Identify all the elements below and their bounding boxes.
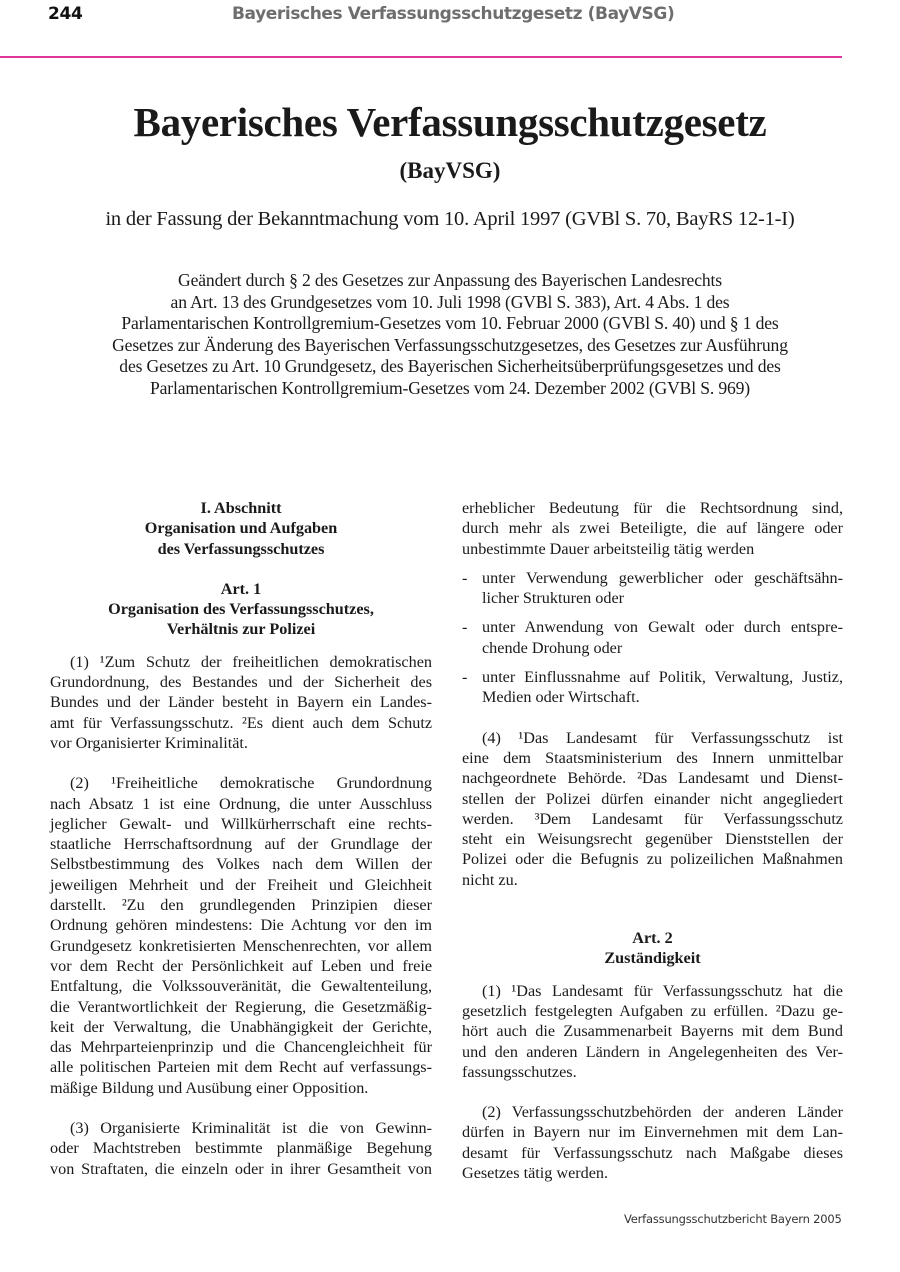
text-line: die Verantwortlichkeit der Regierung, die Gesetzmäßig-	[50, 997, 432, 1016]
text-line: dürfen in Bayern nur im Einvernehmen mit dem Lan-	[462, 1123, 843, 1142]
text-line: (3) Organisierte Kriminalität ist die von Gewinn-	[70, 1119, 432, 1138]
text-line: nachgeordnete Behörde. ²Das Landesamt und Dienst-	[462, 769, 843, 788]
art1-paragraph-4	[462, 728, 843, 890]
dash-bullet-icon: -	[462, 618, 468, 637]
dash-bullet-icon: -	[462, 568, 468, 587]
text-line: gesetzlich festgelegten Aufgaben zu erfüllen. ²Dazu ge-	[462, 1001, 843, 1020]
article-heading-line: Art. 1	[220, 579, 262, 598]
list-item	[462, 667, 843, 708]
text-line: alle politischen Parteien mit dem Recht auf verfassungs-	[50, 1058, 432, 1077]
text-line: werden. ³Dem Landesamt für Verfassungsschutz	[462, 809, 843, 828]
text-line: Bundes und der Länder besteht in Bayern ein Landes-	[50, 693, 432, 712]
text-line: Entfaltung, die Volkssouveränität, die Gewaltenteilung,	[50, 977, 432, 996]
text-line: (2) ¹Freiheitliche demokratische Grundordnung	[70, 774, 432, 793]
article-1-heading	[50, 579, 432, 640]
amendments-note	[40, 270, 860, 400]
text-line: staatliche Herrschaftsordnung auf der Grundlage der	[50, 835, 432, 854]
art2-paragraph-2	[462, 1102, 843, 1183]
text-line: Selbstbestimmung des Volkes nach dem Willen der	[50, 855, 432, 874]
document-abbreviation: (BayVSG)	[399, 158, 501, 183]
text-line: erheblicher Bedeutung für die Rechtsordnung sind,	[462, 499, 843, 517]
list-item	[462, 617, 843, 658]
list-item	[462, 568, 843, 609]
section-heading-line: Organisation und Aufgaben	[144, 519, 338, 538]
running-head	[0, 0, 900, 58]
art1-paragraph-2	[50, 773, 432, 1098]
text-line: Ordnung gehören mindestens: Die Achtung vor den im	[50, 916, 432, 935]
article-heading-line: Verhältnis zur Polizei	[166, 620, 316, 639]
text-line: jeglicher Gewalt- und Willkürherrschaft eine rechts-	[50, 814, 432, 833]
text-line: keit der Verwaltung, die Unabhängigkeit der Gerichte,	[50, 1017, 432, 1036]
text-line: (2) Verfassungsschutzbehörden der anderen Länder	[482, 1103, 843, 1122]
text-line: (1) ¹Das Landesamt für Verfassungsschutz hat die	[482, 981, 843, 1000]
text-line: jeweiligen Mehrheit und der Freiheit und Gleichheit	[50, 875, 432, 894]
text-line: unter Anwendung von Gewalt oder durch entspre-	[482, 618, 843, 637]
article-heading-line: Art. 2	[632, 929, 673, 948]
text-line: mäßige Bildung und Ausübung einer Opposition.	[50, 1078, 369, 1097]
document-title: Bayerisches Verfassungsschutzgesetz	[133, 99, 767, 145]
text-line: steht ein Weisungsrecht gegenüber Dienststellen der	[462, 830, 843, 849]
text-line: und den anderen Ländern in Angelegenheiten des Ver-	[462, 1042, 843, 1061]
amendments-line: Parlamentarischen Kontrollgremium-Gesetzes vom 24. Dezember 2002 (GVBl S. 969)	[149, 377, 751, 398]
text-line: unter Verwendung gewerblicher oder geschäftsähn-	[482, 568, 843, 587]
text-line: Medien oder Wirtschaft.	[482, 688, 640, 707]
document-fassung: in der Fassung der Bekanntmachung vom 10. April 1997 (GVBl S. 70, BayRS 12-1-I)	[105, 208, 795, 230]
article-2-heading	[462, 928, 843, 969]
dash-bullet-icon: -	[462, 668, 468, 687]
amendments-line: Parlamentarischen Kontrollgremium-Gesetzes vom 10. Februar 2000 (GVBl S. 40) und § 1 des	[121, 313, 779, 334]
right-column	[462, 498, 843, 1183]
text-line: Grundgesetz konkretisierten Menschenrechten, vor allem	[50, 936, 432, 955]
text-line: (1) ¹Zum Schutz der freiheitlichen demokratischen	[70, 652, 432, 671]
art2-paragraph-1	[462, 981, 843, 1082]
text-line: (4) ¹Das Landesamt für Verfassungsschutz ist	[482, 728, 843, 747]
section-heading-line: des Verfassungsschutzes	[157, 539, 325, 558]
text-line: durch mehr als zwei Beteiligte, die auf längere oder	[462, 519, 843, 538]
art1-paragraph-3-cont	[462, 498, 843, 559]
text-line: darstellt. ²Zu den grundlegenden Prinzipien dieser	[50, 896, 432, 915]
section-heading-line: I. Abschnitt	[200, 499, 282, 517]
text-line: das Mehrparteienprinzip und die Chancengleichheit für	[50, 1038, 432, 1057]
text-line: amt für Verfassungsschutz. ²Es dient auch dem Schutz	[50, 713, 432, 732]
text-line: unter Einflussnahme auf Politik, Verwaltung, Justiz,	[482, 668, 843, 687]
text-line: vor Organisierter Kriminalität.	[50, 733, 248, 752]
text-line: von Straftaten, die einzeln oder in ihrer Gesamtheit von	[50, 1159, 432, 1178]
amendments-line: an Art. 13 des Grundgesetzes vom 10. Juli 1998 (GVBl S. 383), Art. 4 Abs. 1 des	[170, 291, 730, 312]
text-line: nicht zu.	[462, 870, 518, 889]
text-line: nach Absatz 1 ist eine Ordnung, die unter Ausschluss	[50, 794, 432, 813]
article-heading-line: Organisation des Verfassungsschutzes,	[108, 600, 374, 619]
amendments-line: Gesetzes zur Änderung des Bayerischen Verfassungsschutzgesetzes, des Gesetzes zur Ausführung	[112, 334, 788, 355]
section-heading	[50, 498, 432, 559]
art1-paragraph-3-start	[50, 1118, 432, 1179]
page-number: 244	[48, 4, 83, 24]
text-line: Gesetzes tätig werden.	[462, 1164, 609, 1183]
text-line: Polizei oder die Befugnis zu polizeilichen Maßnahmen	[462, 850, 843, 869]
page-footer: Verfassungsschutzbericht Bayern 2005	[624, 1212, 842, 1226]
text-line: vor dem Recht der Persönlichkeit auf Leben und freie	[50, 956, 432, 975]
text-line: unbestimmte Dauer arbeitsteilig tätig werden	[462, 539, 755, 558]
text-line: fassungsschutzes.	[462, 1062, 577, 1081]
article-heading-line: Zuständigkeit	[604, 949, 701, 968]
text-line: Grundordnung, des Bestandes und der Sicherheit des	[50, 673, 432, 692]
text-line: licher Strukturen oder	[482, 589, 625, 608]
amendments-line: des Gesetzes zu Art. 10 Grundgesetz, des Bayerischen Sicherheitsüberprüfungsgesetzes und des	[119, 356, 781, 377]
text-line: chende Drohung oder	[482, 638, 623, 657]
text-line: oder Machtstreben bestimmte planmäßige Begehung	[50, 1139, 432, 1158]
text-line: stellen der Polizei dürfen einander nicht angegliedert	[462, 789, 843, 808]
text-line: eine dem Staatsministerium des Innern unmittelbar	[462, 748, 843, 767]
art1-paragraph-1	[50, 652, 432, 753]
running-head-title: Bayerisches Verfassungsschutzgesetz (BayVSG)	[232, 4, 675, 24]
left-column	[50, 498, 432, 1179]
header-rule	[0, 56, 842, 58]
amendments-line: Geändert durch § 2 des Gesetzes zur Anpassung des Bayerischen Landesrechts	[178, 270, 722, 290]
text-line: desamt für Verfassungsschutz nach Maßgabe dieses	[462, 1143, 843, 1162]
text-line: hört auch die Zusammenarbeit Bayerns mit dem Bund	[462, 1022, 843, 1041]
